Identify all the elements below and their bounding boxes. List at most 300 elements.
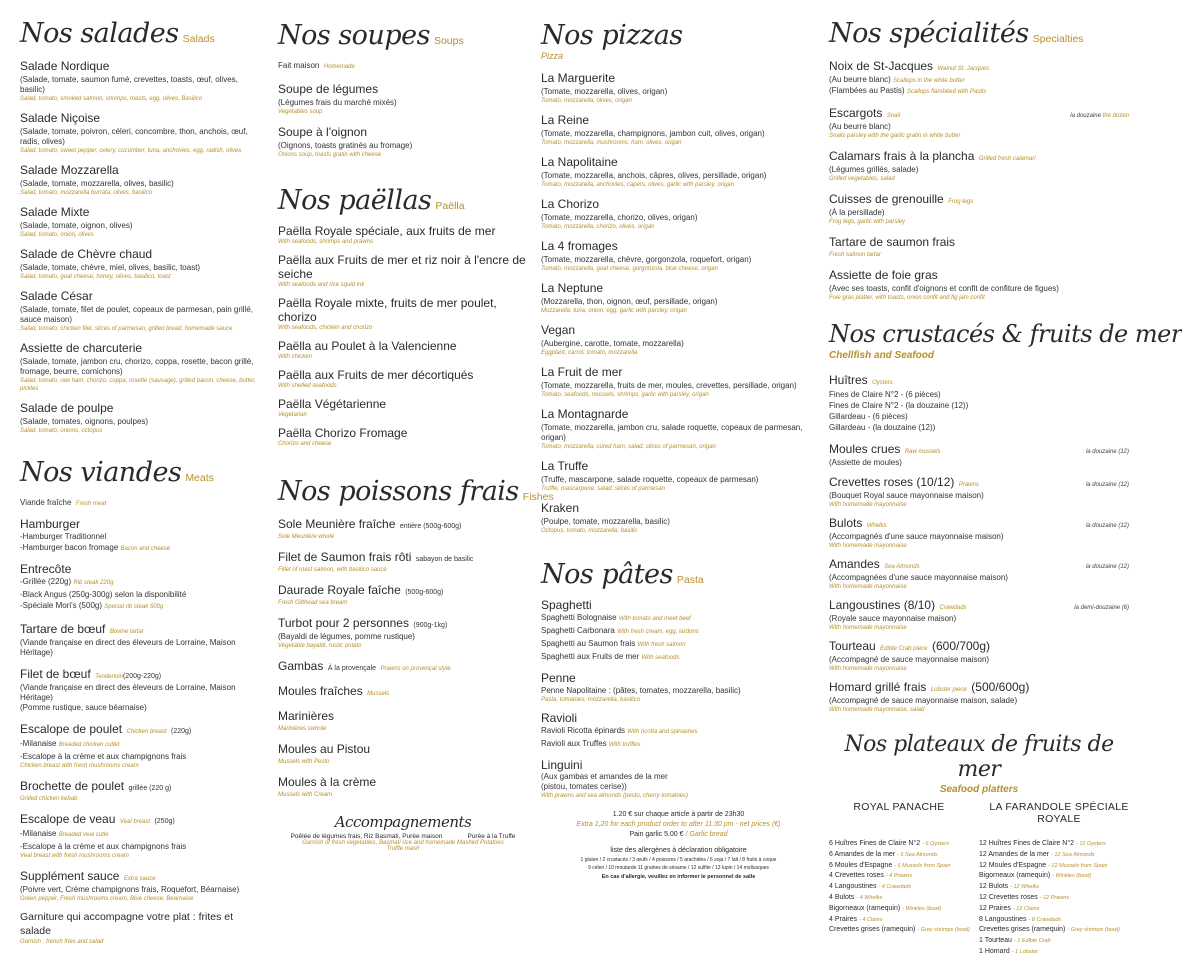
menu-item-escalope-poulet [20,720,260,770]
item-desc: (Salade, tomate, chèvre, miel, olives, basilic, toast) [20,263,201,272]
item-header [278,740,528,758]
item-header [20,161,260,179]
item-tr: With homemade mayonnaise [829,584,907,590]
item-desc: (Tomate, mozzarella, jambon cru, salade roquette, copeaux de parmesan, origan) [541,423,803,442]
item-header-left [829,233,955,251]
item-header [278,682,528,700]
item-line: Penne Napolitaine : (pâtes, tomates, mozzarella, basilic) [541,686,741,695]
item-name: Soupe à l'oignon [278,125,368,139]
item-line-tr: Bacon and cheese [120,546,171,552]
item-tr: Salad, tomato, sweet pepper, celery, cucumber, tuna, anchovies, egg, radish, olives [20,148,242,154]
plateau-item-text: Bigorneaux (ramequin) [829,904,901,912]
item-header [541,457,816,475]
menu-item-ravioli [541,711,816,751]
item-header-left [829,190,973,208]
item-tr: With homemade mayonnaise [829,666,907,672]
item-header [829,57,1129,75]
item-tr: Chorizo and cheese [278,441,332,447]
item-name-tr: Veal breast [119,819,150,825]
item-name-tr: Oysters [872,380,893,386]
salades-title [20,18,260,49]
menu-item [541,195,816,231]
item-header-left [829,57,989,75]
plateau-royal-panache-title: ROYAL PANACHE [853,801,945,813]
item-weight: (500/600g) [971,680,1030,694]
item-desc: (Tomate, mozzarella, chèvre, gorgonzola, roquefort, origan) [541,255,752,264]
allergens-warning: En cas d'allergie, veuillez en informer le personnel de salle [601,874,756,880]
item-tr: Foie gras platter, with toasts, onion confit and fig jam confit [829,295,985,301]
item-tr: Salad, tomato, chicken filet, slices of parmesan, grilled bread, homemade sauce [20,326,233,332]
item-desc: (Pomme rustique, sauce béarnaise) [20,703,147,712]
item-desc: (Tomate, mozzarella, fruits de mer, moules, crevettes, persillade, origan) [541,381,797,390]
item-header-left [829,440,941,458]
plateau-item [979,850,1129,861]
menu-item [541,153,816,189]
soupes-intro-text: Fait maison [278,61,320,70]
item-name: La Chorizo [541,197,600,211]
menu-item [278,707,528,733]
menu-item [20,287,260,333]
plateau-item-text: 12 Praires [979,904,1011,912]
paellas-heading: Nos paëllas [278,185,432,216]
accompagnements-line: Poêlée de légumes frais, Riz Basmati, Purée maison [290,833,443,840]
menu-item [278,548,528,574]
item-name: Ravioli [541,711,578,725]
item-name: La 4 fromages [541,239,618,253]
menu-item [278,224,528,246]
item-line [541,651,816,664]
menu-item [20,339,260,393]
menu-item [829,147,1129,183]
plateau-item [829,904,979,915]
plateaux-subheading: Seafood platters [939,784,1019,795]
specialites-list [829,57,1129,302]
item-header [829,473,1129,491]
huitres-line: Fines de Claire N°2 - (6 pièces) [829,390,941,399]
item-line-tr: With tomato and meet beef [618,616,691,622]
item-name: La Truffe [541,459,589,473]
paellas-title [278,185,528,216]
item-header [829,266,1129,284]
item-line [829,165,1129,175]
plateau-farandole-title: LA FARANDOLE SPÉCIALE ROYALE [989,801,1129,825]
item-name: Spaghetti [541,598,592,612]
menu-item [20,57,260,103]
item-desc: (Accompagnés d'une sauce mayonnaise maison) [829,532,1004,541]
poissons-subheading: Fishes [522,491,554,503]
item-header [278,581,528,599]
item-tr: With prawns and sea almonds (pesto, cherry tomatoes) [541,793,689,799]
item-header [278,80,528,98]
item-name: Marinières [278,709,335,723]
item-desc: (Salade, tomate, poivron, céleri, concombre, thon, anchois, œuf, radis, olives) [20,127,248,146]
item-desc: (Viande française en direct des éleveurs de Lorraine, Maison Héritage) [20,683,236,702]
plateau-item-text: Crevettes grises (ramequin) [979,926,1066,934]
plateau-item-text: 8 Langoustines [979,915,1027,923]
menu-item [278,581,528,607]
plateau-item [979,882,1129,893]
plateau-item-tr: - Winkles (bowl) [1052,873,1092,880]
item-name: Moules à la crème [278,775,377,789]
item-line [829,122,1129,132]
item-header [541,237,816,255]
spaghetti-lines [541,612,816,664]
item-tr: Tomato, mozzarella, olives, origan [541,98,632,104]
item-name-tr: Walnut St. Jacques [937,66,990,72]
menu-item [829,266,1129,302]
plateau-item-tr: - 12 Oysters [1075,841,1106,847]
item-name: Salade Nordique [20,59,110,73]
plateau-item-tr: - 6 Sea Almonds [897,851,938,858]
plateau-item-text: 12 Huîtres Fines de Claire N°2 [979,840,1075,847]
item-line-text: (Au beurre blanc) [829,75,891,84]
item-tr: With seafoods and rice squid ink [278,282,365,288]
item-desc: (Bayaldi de légumes, pomme rustique) [278,632,415,641]
item-name: Amandes [829,557,880,571]
item-desc: (Assiette de moules) [829,458,902,467]
item-name: Paëlla Royale mixte, fruits de mer poulet, chorizo [278,296,497,324]
allergens-title: liste des allergènes à déclaration obligatoire [610,847,747,854]
item-extra: sabayon de basilic [415,556,474,563]
item-header [278,548,528,566]
item-name: Salade Mozzarella [20,163,119,177]
menu-item [829,596,1129,632]
pates-heading: Nos pâtes [541,559,673,590]
item-line: -Escalope à la crème et aux champignons frais [20,842,187,851]
plateau-item-tr: - 12 Whelks [1010,884,1040,891]
item-line: -Grillée (220g) [20,577,72,586]
item-name: Escalope de veau [20,812,116,826]
item-extra: (200g-220g) [122,673,162,680]
salades-subheading: Salads [182,33,215,45]
accompagnements-line: Purée à la Truffe [467,833,516,840]
plateau-item-text: 4 Bulots [829,893,855,901]
item-header [20,339,260,357]
item-header [278,253,528,281]
item-name: Sole Meunière fraîche [278,517,396,531]
plateaux-title [829,732,1129,795]
item-line-tr: Scallops flambéed with Pastis [906,89,987,95]
item-extra: entière (500g-600g) [399,523,462,530]
item-header [541,195,816,213]
item-unit: la douzaine (12) [1085,523,1129,529]
menu-item [278,296,528,332]
soupes-intro-tr: Homemade [323,64,355,70]
plateau-item [979,915,1129,926]
paellas-list [278,224,528,448]
plateau-item-tr: - 12 Sea Almonds [1051,851,1095,858]
item-name: Cuisses de grenouille [829,192,944,206]
plateau-item-tr: - 12 Prawns [1039,894,1070,901]
menu-item-brochette [20,777,260,803]
item-desc: (Bouquet Royal sauce mayonnaise maison) [829,491,984,500]
plateau-royal-panache-list [829,839,979,958]
item-header [278,123,528,141]
item-tr: With chicken [278,354,312,360]
item-line-tr: Scallops in the white butter [893,78,965,84]
item-name: Turbot pour 2 personnes [278,616,409,630]
item-name: La Napolitaine [541,155,618,169]
huitres-lines [829,389,1129,433]
item-name: Noix de St-Jacques [829,59,934,73]
item-line: -Hamburger bacon fromage [20,543,119,552]
plateau-item [979,893,1129,904]
plateau-item-tr: - 12 Mussels from Spain [1048,862,1108,869]
item-tr: Fresh salmon tartar [829,252,882,258]
item-tr: Vegetables soup [278,109,323,115]
plateau-item [979,839,1129,850]
item-tr: Eggplant, carrot, tomato, mozzarella [541,350,638,356]
pricing-notes [541,810,816,882]
item-desc: (Tomate, mozzarella, anchois, câpres, olives, persillade, origan) [541,171,767,180]
menu-item [278,80,528,116]
item-tr: Salad, tomato, raw ham, chorizo, coppa, rosette (sausage), grilled bacon, cheese, butter, pickles [20,378,256,392]
item-name: Bulots [829,516,863,530]
note-line: 1.20 € sur chaque article à partir de 23h30 [612,811,745,818]
poissons-title [278,476,554,507]
item-name-tr: Chicken breast [126,729,167,735]
item-name-tr: Sea Almonds [884,564,920,570]
item-name: La Montagnarde [541,407,629,421]
item-header [20,109,260,127]
item-header [829,637,1129,655]
item-tr: Tomato, mozzarella, chorizo, olives, origan [541,224,655,230]
item-name: Paëlla aux Fruits de mer et riz noir à l'encre de seiche [278,253,526,281]
item-name: Paëlla Végétarienne [278,397,387,411]
item-line-tr: Veal breast with fresh mushrooms cream [20,853,129,859]
item-line-text: Spaghetti aux Fruits de mer [541,652,640,661]
menu-item-huitres [829,371,1129,433]
plateau-item-text: 4 Praires [829,915,858,923]
item-header-left [829,678,1029,696]
menu-item [20,109,260,155]
plateau-item [979,871,1129,882]
item-header [278,614,528,632]
plateau-item-text: 12 Amandes de la mer [979,850,1050,858]
item-line-text: (Avec ses toasts, confit d'oignons et confit de confiture de figues) [829,284,1059,293]
item-line: -Spéciale Mori's (500g) [20,601,103,610]
item-name: Brochette de poulet [20,779,125,793]
item-desc: (Salade, tomate, jambon cru, chorizo, coppa, rosette, bacon grillé, fromage, beurre, cornichons) [20,357,254,376]
soupes-intro [278,55,528,73]
item-tr: Mozzarella, tuna, onion, egg, garlic with parsley, origan [541,308,687,314]
menu-item [541,111,816,147]
menu-item [829,440,1129,468]
item-tr: With seafoods, shrimps and prawns [278,239,373,245]
item-name-tr: Frog legs [948,199,974,205]
item-header [278,707,528,725]
item-header-left [829,637,990,655]
item-tr: Grilled vegetables, salad [829,176,895,182]
item-header [278,339,528,353]
note-line: Extra 1,20 for each product order to after 11:30 pm - net prices (€) [576,821,781,828]
item-name: Paëlla au Poulet à la Valencienne [278,339,457,353]
item-name: Supplément sauce [20,869,120,883]
menu-item-hamburger [20,517,260,555]
plateau-item-tr: - 4 Whelks [856,894,883,901]
item-desc: (Viande française en direct des éleveurs de Lorraine, Maison Héritage) [20,638,236,657]
crustaces-heading: Nos crustacés & fruits de mer [829,320,1182,348]
item-line [541,638,816,651]
huitres-line: Gillardeau - (6 pièces) [829,412,908,421]
item-header [829,514,1129,532]
item-header [278,296,528,324]
item-line-tr: Breaded veal cutle [58,832,109,838]
item-header-left [829,596,967,614]
menu-item [278,368,528,390]
item-header [541,363,816,381]
item-extra-tr: Mussels [367,691,390,697]
item-header-left [829,104,900,122]
plateau-item [979,947,1129,958]
item-desc: (Accompagné de sauce mayonnaise maison, salade) [829,696,1018,705]
item-name: Linguini [541,758,583,772]
item-desc: (Accompagné de sauce mayonnaise maison) [829,655,990,664]
viandes-heading: Nos viandes [20,457,182,488]
item-header [20,57,260,75]
item-header [829,147,1129,165]
item-header-left [829,473,979,491]
item-name: La Marguerite [541,71,616,85]
menu-item-tartare [20,620,260,658]
plateau-item [829,850,979,861]
item-tr: Vegetarian [278,412,307,418]
item-header [541,111,816,129]
soupes-subheading: Soups [433,35,464,47]
plateau-item-tr: - 6 Oysters [922,841,949,847]
item-tr: With seafoods, chicken and chorizo [278,325,373,331]
item-header [829,233,1129,251]
menu-item [541,499,816,535]
item-tr: Octopus, tomato, mozzarella, basilic [541,528,638,534]
item-name-tr: Whelks [866,523,887,529]
item-weight: (600/700g) [931,639,991,653]
item-header [829,440,1129,458]
item-name: Assiette de foie gras [829,268,938,282]
plateau-item-text: 1 Tourteau [979,937,1012,945]
plateau-item-tr: - Grey shrimps (bowl) [1067,927,1120,934]
item-name: Paëlla Chorizo Fromage [278,426,408,440]
item-line [829,86,1129,97]
item-name: Salade César [20,289,93,303]
item-line: -Hamburger Traditionnel [20,532,107,541]
item-extra: grillée (220 g) [128,785,172,792]
plateau-item [829,915,979,926]
item-desc: (Légumes frais du marché mixés) [278,98,397,107]
item-name: Tourteau [829,639,876,653]
menu-item [829,678,1129,714]
menu-item-entrecote [20,562,260,613]
item-name: Huîtres [829,373,868,387]
item-header-left [829,514,886,532]
item-desc: (Mozzarella, thon, oignon, œuf, persillade, origan) [541,297,718,306]
plateau-item-text: 6 Amandes de la mer [829,850,896,858]
menu-item [278,253,528,289]
column-1 [20,0,260,945]
plateau-item [829,893,979,904]
item-name: Moules crues [829,442,901,456]
plateau-item-text: 12 Bulots [979,883,1009,891]
menu-item [541,457,816,493]
item-desc: (Aux gambas et amandes de la mer (pistou, tomates cerise)) [541,772,668,791]
item-unit: la douzaine (12) [1085,564,1129,570]
item-name: Vegan [541,323,576,337]
column-4 [829,0,1182,955]
item-header [829,555,1129,573]
item-header [278,426,528,440]
item-name: La Reine [541,113,590,127]
item-tr: With homemade mayonnaise [829,543,907,549]
plateau-item-text: 6 Huîtres Fines de Claire N°2 [829,840,921,847]
item-desc: (Poivre vert, Crème champignons frais, Roquefort, Béarnaise) [20,885,240,894]
plateau-item [829,882,979,893]
item-desc: (Poulpe, tomate, mozzarella, basilic) [541,517,670,526]
item-name-tr: Prawns [958,482,979,488]
item-name: Salade Mixte [20,205,90,219]
item-line [541,738,816,751]
item-tr: With homemade mayonnaise [829,502,907,508]
item-name: Escargots [829,106,883,120]
item-name: Daurade Royale faîche [278,583,401,597]
menu-item [829,473,1129,509]
item-line-tr: Breaded chicken cutlet [58,742,120,748]
item-unit: la douzaine (12) [1085,449,1129,455]
plateau-farandole-list [979,839,1129,958]
pizzas-list [541,69,816,535]
item-desc: (Salade, tomate, saumon fumé, crevettes, toasts, œuf, olives, basilic) [20,75,238,94]
item-desc: (Truffe, mascarpone, salade roquette, copeaux de parmesan) [541,475,759,484]
huitres-line: Gillardeau - (la douzaine (12)) [829,423,936,432]
menu-item [278,397,528,419]
pizzas-subheading: Pizza [541,51,564,61]
item-line-text: Spaghetti Carbonara [541,626,615,635]
specialites-heading: Nos spécialités [829,18,1029,49]
menu-item [541,405,816,451]
menu-item [829,637,1129,673]
allergens-line: 1 gluten / 2 crustacés / 3 œufs / 4 poissons / 5 arachides / 6 soja / 7 lait / 8 fruits à coque [580,857,777,863]
plateau-item-tr: - Winkles (bowl) [902,905,942,912]
viandes-title [20,457,260,488]
item-header [278,368,528,382]
menu-item [541,237,816,273]
item-tr: Fillet of roast salmon, with basilico sauce [278,567,387,573]
item-header [278,657,528,675]
menu-item [278,657,528,675]
ravioli-lines [541,725,816,751]
item-line-text: (À la persillade) [829,208,885,217]
item-desc: (Tomate, mozzarella, olives, origan) [541,87,668,96]
item-line: -Milanaise [20,739,57,748]
note-line: Pain garlic 5.00 € [629,831,684,838]
item-line-text: (Légumes grillés, salade) [829,165,919,174]
plateau-item-tr: - 4 Crawdads [878,884,912,891]
item-line [541,625,816,638]
poissons-heading: Nos poissons frais [278,476,519,507]
menu-item [278,339,528,361]
item-name-tr: Edible Crab piece [880,646,928,652]
menu-item [20,399,260,435]
paellas-subheading: Paëlla [435,200,465,212]
menu-item [829,514,1129,550]
item-line [829,284,1129,294]
item-name-tr: Snail [886,113,901,119]
item-name: Paëlla Royale spéciale, aux fruits de mer [278,224,496,238]
item-tr: Tomato, seafoods, mussels, shrimps, garlic with parsley, origan [541,392,709,398]
item-tr: Vegetable bayaldi, rustic potato [278,643,362,649]
item-desc: (Salade, tomates, oignons, poulpes) [20,417,149,426]
item-desc: (Salade, tomate, filet de poulet, copeaux de parmesan, pain grillé, sauce maison) [20,305,254,324]
plateau-item-text: 12 Moules d'Espagne [979,861,1047,869]
